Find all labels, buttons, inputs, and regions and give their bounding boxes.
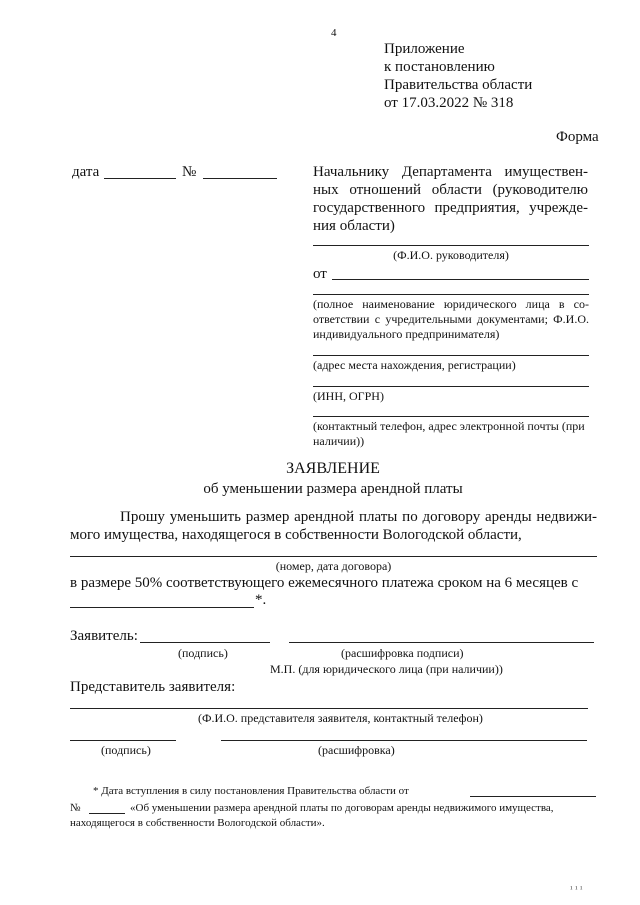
from-label: от bbox=[313, 266, 327, 282]
footnote-date-field[interactable] bbox=[470, 796, 596, 797]
appendix-line: Правительства области bbox=[384, 77, 533, 93]
address-field[interactable] bbox=[313, 355, 589, 356]
inn-field[interactable] bbox=[313, 386, 589, 387]
address-caption: (адрес места нахождения, регистрации) bbox=[313, 358, 516, 372]
appendix-block bbox=[384, 40, 624, 112]
legal-name-caption: (полное наименование юридического лица в со-ответствии с учредительными документами; Ф.И.О. индивидуального предпринимателя) bbox=[313, 297, 589, 341]
form-label: Форма bbox=[556, 129, 599, 145]
head-fio-field[interactable] bbox=[313, 245, 589, 246]
number-field[interactable] bbox=[203, 178, 277, 179]
contact-field[interactable] bbox=[313, 416, 589, 417]
applicant-decoding-field[interactable] bbox=[289, 642, 594, 643]
from-field[interactable] bbox=[332, 279, 589, 280]
appendix-line: Приложение bbox=[384, 41, 465, 57]
rep-decoding-caption: (расшифровка) bbox=[318, 743, 395, 757]
representative-label: Представитель заявителя: bbox=[70, 679, 236, 695]
reduction-text: в размере 50% соответствующего ежемесячного платежа сроком на 6 месяцев с bbox=[70, 575, 579, 591]
addressee-text: Начальнику Департамента имуществен-ных отношений области (руководителю государственного предприятия, учрежде-ния области) bbox=[313, 164, 588, 234]
signature-caption: (подпись) bbox=[178, 646, 228, 660]
footnote-number-label: № bbox=[70, 802, 81, 814]
footnote-line: «Об уменьшении размера арендной платы по договорам аренды недвижимого имущества, bbox=[130, 802, 554, 814]
representative-field[interactable] bbox=[70, 708, 588, 709]
document-title: ЗАЯВЛЕНИЕ bbox=[286, 460, 380, 477]
rep-decoding-field[interactable] bbox=[221, 740, 587, 741]
start-date-field[interactable] bbox=[70, 607, 254, 608]
page-number: 4 bbox=[331, 27, 337, 39]
decoding-caption: (расшифровка подписи) bbox=[341, 646, 464, 660]
footnote-mark: *. bbox=[255, 592, 267, 608]
footnote-line: * Дата вступления в силу постановления Правительства области от bbox=[93, 785, 409, 797]
stamp-caption: М.П. (для юридического лица (при наличии)) bbox=[270, 662, 503, 676]
date-label: дата bbox=[72, 164, 100, 180]
applicant-label: Заявитель: bbox=[70, 628, 138, 644]
contact-caption: (контактный телефон, адрес электронной почты (при наличии)) bbox=[313, 419, 585, 448]
corner-marks: ¹ ¹ ¹ bbox=[570, 884, 583, 894]
number-label: № bbox=[182, 164, 197, 180]
rep-signature-caption: (подпись) bbox=[101, 743, 151, 757]
appendix-line: от 17.03.2022 № 318 bbox=[384, 95, 514, 111]
head-fio-caption: (Ф.И.О. руководителя) bbox=[393, 248, 509, 262]
footnote-number-field[interactable] bbox=[89, 813, 125, 814]
request-paragraph: Прошу уменьшить размер арендной платы по договору аренды недвижи-мого имущества, находящегося в собственности Вологодской области, bbox=[70, 509, 597, 543]
document-subtitle: об уменьшении размера арендной платы bbox=[203, 481, 463, 497]
applicant-signature-field[interactable] bbox=[140, 642, 270, 643]
contract-field[interactable] bbox=[70, 556, 597, 557]
legal-name-field[interactable] bbox=[313, 294, 589, 295]
date-field[interactable] bbox=[104, 178, 176, 179]
contract-caption: (номер, дата договора) bbox=[275, 559, 392, 573]
footnote-line: находящегося в собственности Вологодской области». bbox=[70, 817, 325, 829]
rep-signature-field[interactable] bbox=[70, 740, 176, 741]
inn-caption: (ИНН, ОГРН) bbox=[313, 389, 384, 403]
appendix-line: к постановлению bbox=[384, 59, 495, 75]
representative-caption: (Ф.И.О. представителя заявителя, контактный телефон) bbox=[198, 711, 483, 725]
